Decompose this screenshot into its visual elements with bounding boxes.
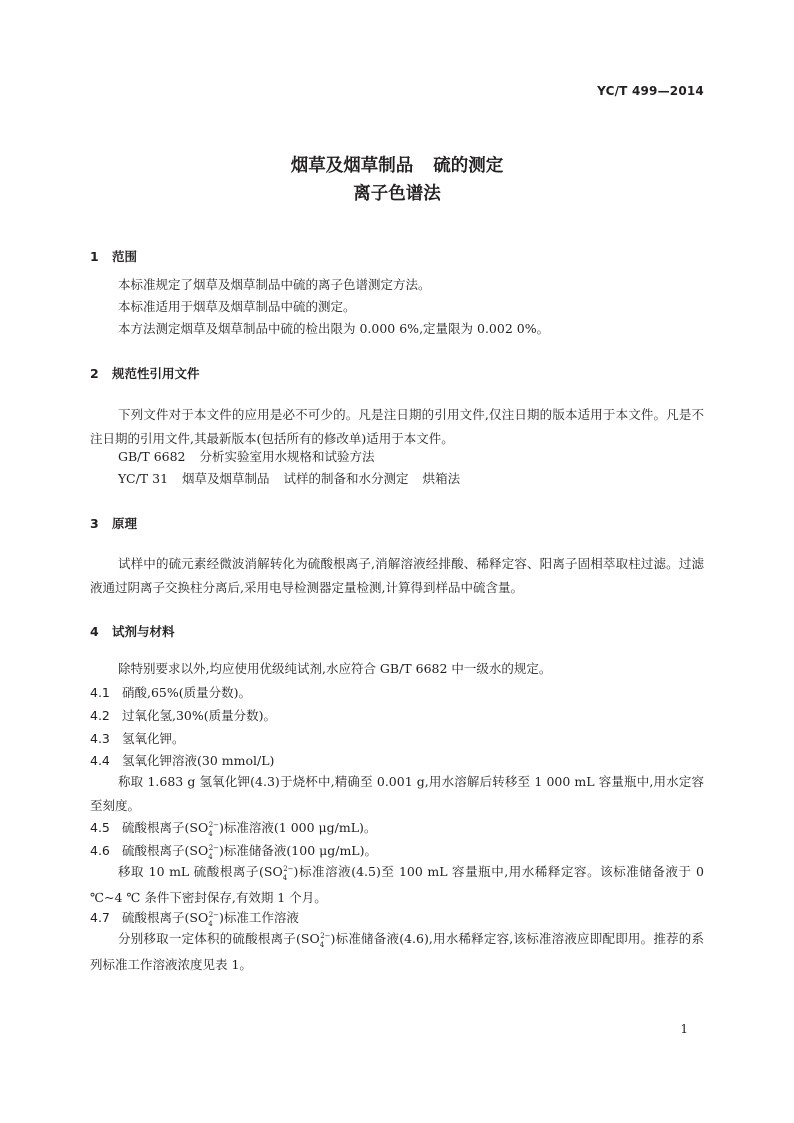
sulfate-ion-formula: $(SO_4^{2-})$ — [259, 864, 299, 882]
list-item: 4.4 氢氧化钾溶液(30 mmol/L) — [90, 753, 275, 768]
paragraph: 除特别要求以外,均应使用优级纯试剂,水应符合 GB/T 6682 中一级水的规定。 — [118, 661, 552, 676]
normative-reference: YC/T 31 烟草及烟草制品 试样的制备和水分测定 烘箱法 — [118, 471, 461, 486]
list-item: 4.3 氢氧化钾。 — [90, 731, 185, 746]
list-item: 4.6 硫酸根离子$(SO_4^{2-})$标准储备液(100 μg/mL)。 — [90, 843, 377, 861]
paragraph: 下列文件对于本文件的应用是必不可少的。凡是注日期的引用文件,仅注日期的版本适用于本文件。凡是不注日期的引用文件,其最新版本(包括所有的修改单)适用于本文件。 — [90, 407, 704, 446]
list-item: 4.2 过氧化氢,30%(质量分数)。 — [90, 708, 277, 723]
paragraph: 本标准适用于烟草及烟草制品中硫的测定。 — [118, 299, 356, 314]
paragraph: 本方法测定烟草及烟草制品中硫的检出限为 0.000 6%,定量限为 0.002 0%。 — [118, 321, 550, 336]
sulfate-ion-formula: $(SO_4^{2-})$ — [184, 820, 224, 838]
list-item: 4.7 硫酸根离子$(SO_4^{2-})$标准工作溶液 — [90, 910, 299, 928]
paragraph: 分别移取一定体积的硫酸根离子$(SO_4^{2-})$标准储备液(4.6),用水稀释定容,该标准溶液应即配即用。推荐的系列标准工作溶液浓度见表 1。 — [90, 931, 704, 972]
sulfate-ion-formula: $(SO_4^{2-})$ — [184, 843, 224, 861]
sulfate-ion-formula: $(SO_4^{2-})$ — [184, 910, 224, 928]
section-heading-3: 3 原理 — [90, 516, 138, 531]
document-subtitle: 离子色谱法 — [353, 184, 441, 204]
paragraph: 本标准规定了烟草及烟草制品中硫的离子色谱测定方法。 — [118, 277, 431, 292]
page-number: 1 — [680, 1022, 688, 1036]
paragraph: 试样中的硫元素经微波消解转化为硫酸根离子,消解溶液经排酸、稀释定容、阳离子固相萃取柱过滤。过滤液通过阴离子交换柱分离后,采用电导检测器定量检测,计算得到样品中硫含量。 — [90, 556, 704, 595]
section-heading-2: 2 规范性引用文件 — [90, 366, 200, 381]
paragraph: 称取 1.683 g 氢氧化钾(4.3)于烧杯中,精确至 0.001 g,用水溶解后转移至 1 000 mL 容量瓶中,用水定容至刻度。 — [90, 774, 704, 813]
list-item: 4.5 硫酸根离子$(SO_4^{2-})$标准溶液(1 000 μg/mL)。 — [90, 820, 377, 838]
title-part-2: 硫的测定 — [433, 156, 504, 176]
list-item: 4.1 硝酸,65%(质量分数)。 — [90, 685, 252, 700]
title-part-1: 烟草及烟草制品 — [290, 156, 414, 176]
paragraph: 移取 10 mL 硫酸根离子$(SO_4^{2-})$标准溶液(4.5)至 100 mL 容量瓶中,用水稀释定容。该标准储备液于 0 ℃~4 ℃ 条件下密封保存,有效期 1 个月。 — [90, 864, 705, 905]
normative-reference: GB/T 6682 分析实验室用水规格和试验方法 — [118, 449, 375, 464]
section-heading-1: 1 范围 — [90, 249, 138, 264]
sulfate-ion-formula: $(SO_4^{2-})$ — [296, 931, 336, 949]
section-heading-4: 4 试剂与材料 — [90, 624, 175, 639]
document-title — [0, 152, 794, 177]
standard-id: YC/T 499—2014 — [597, 84, 704, 98]
